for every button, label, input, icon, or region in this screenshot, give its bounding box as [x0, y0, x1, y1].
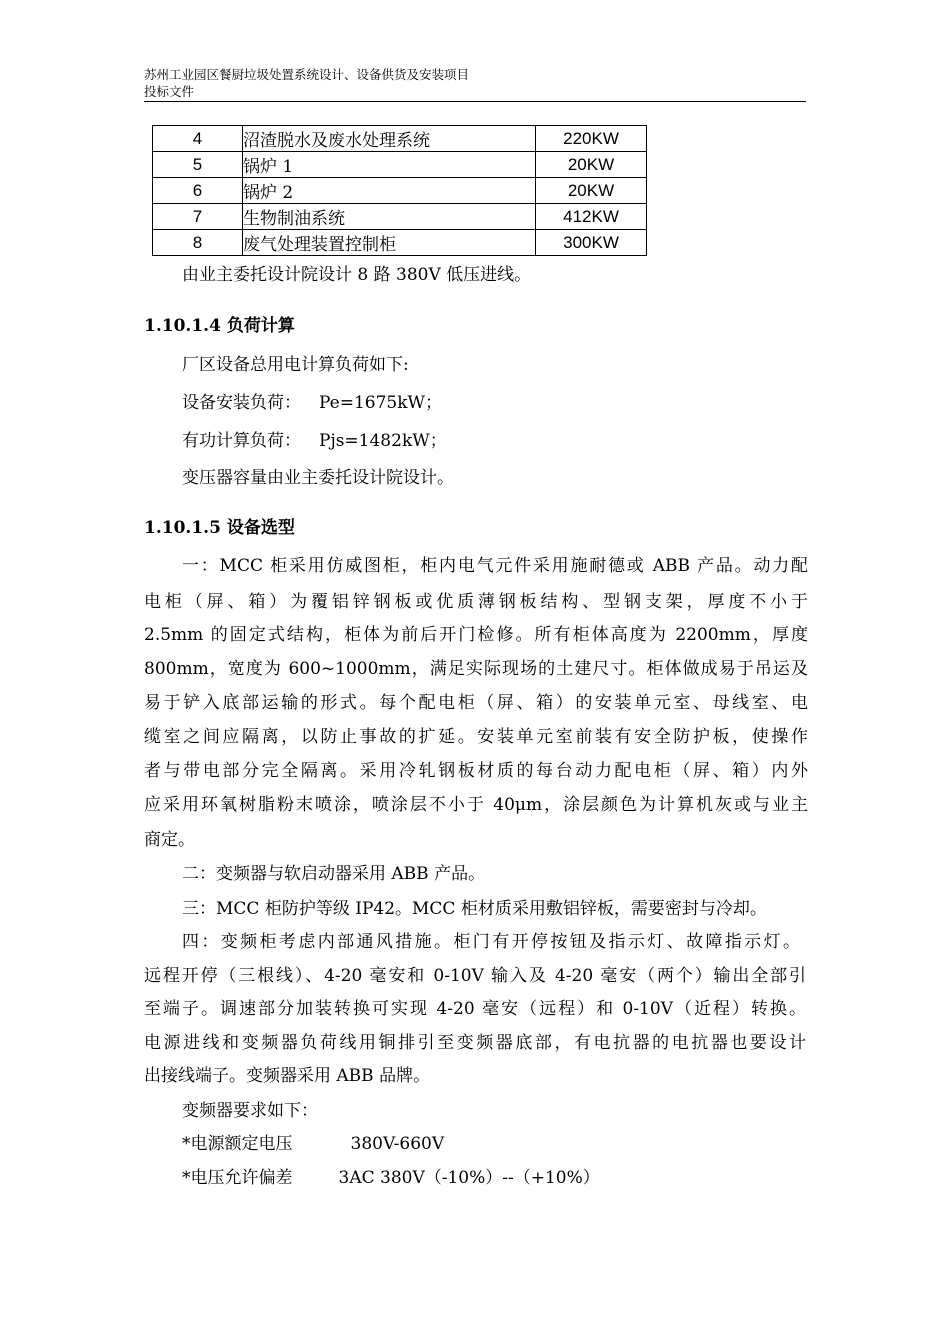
- spec-voltage-deviation: [182, 1168, 852, 1188]
- row-equipment-name: 锅炉 2: [243, 178, 536, 204]
- row-power: 412KW: [536, 204, 647, 230]
- para1-line: 800mm，宽度为 600~1000mm，满足实际现场的土建尺寸。柜体做成易于吊运及: [144, 659, 808, 679]
- header-project-title: 苏州工业园区餐厨垃圾处置系统设计、设备供货及安装项目: [144, 67, 470, 82]
- row-number: 4: [153, 126, 243, 152]
- row-number: 8: [153, 230, 243, 256]
- spec-voltage-deviation-label: *电压允许偏差: [182, 1168, 293, 1188]
- row-power: 20KW: [536, 152, 647, 178]
- row-number: 6: [153, 178, 243, 204]
- row-power: 220KW: [536, 126, 647, 152]
- header-divider: [144, 101, 806, 102]
- para4-line: 电源进线和变频器负荷线用铜排引至变频器底部，有电抗器的电抗器也要设计: [144, 1033, 806, 1053]
- para1-line: 电柜（屏、箱）为覆铝锌钢板或优质薄钢板结构、型钢支架，厚度不小于: [144, 592, 808, 612]
- spec-rated-voltage: [182, 1134, 852, 1154]
- active-load-label: 有功计算负荷：: [182, 431, 301, 451]
- active-load-line: [182, 431, 852, 451]
- install-load-line: [182, 393, 852, 413]
- table-row: [153, 152, 647, 178]
- para4-line: 四：变频柜考虑内部通风措施。柜门有开停按钮及指示灯、故障指示灯。: [182, 932, 800, 952]
- install-load-label: 设备安装负荷：: [182, 393, 301, 413]
- spec-rated-voltage-value: 380V-660V: [350, 1134, 445, 1154]
- para3: 三：MCC 柜防护等级 IP42。MCC 柜材质采用敷铝锌板，需要密封与冷却。: [182, 899, 767, 919]
- spec-rated-voltage-label: *电源额定电压: [182, 1134, 293, 1154]
- heading-load-calculation: 1.10.1.4 负荷计算: [144, 316, 295, 336]
- load-intro: 厂区设备总用电计算负荷如下:: [182, 355, 409, 375]
- para1-line: 缆室之间应隔离，以防止事故的扩延。安装单元室前装有安全防护板，使操作: [144, 727, 808, 747]
- load-table: [152, 125, 647, 256]
- para1-line: 2.5mm 的固定式结构，柜体为前后开门检修。所有柜体高度为 2200mm，厚度: [144, 625, 808, 645]
- para1-line: 一：MCC 柜采用仿威图柜，柜内电气元件采用施耐德或 ABB 产品。动力配: [182, 556, 808, 576]
- active-load-value: Pjs=1482kW；: [319, 431, 447, 451]
- spec-voltage-deviation-value: 3AC 380V（-10%）--（+10%）: [338, 1168, 600, 1188]
- row-equipment-name: 沼渣脱水及废水处理系统: [243, 126, 536, 152]
- transformer-note: 变压器容量由业主委托设计院设计。: [182, 468, 454, 488]
- header-doc-type: 投标文件: [144, 84, 195, 99]
- heading-equipment-selection: 1.10.1.5 设备选型: [144, 518, 295, 538]
- page-header: [144, 66, 806, 100]
- para4-line: 远程开停（三根线）、4-20 毫安和 0-10V 输入及 4-20 毫安（两个）输出全部引: [144, 966, 806, 986]
- row-equipment-name: 生物制油系统: [243, 204, 536, 230]
- para1-line: 应采用环氧树脂粉末喷涂，喷涂层不小于 40μm，涂层颜色为计算机灰或与业主: [144, 795, 808, 815]
- para4-line: 出接线端子。变频器采用 ABB 品牌。: [144, 1066, 431, 1086]
- table-row: [153, 178, 647, 204]
- para2: 二：变频器与软启动器采用 ABB 产品。: [182, 864, 486, 884]
- para4-line: 至端子。调速部分加装转换可实现 4-20 毫安（远程）和 0-10V（近程）转换。: [144, 999, 806, 1019]
- para1-line: 者与带电部分完全隔离。采用冷轧钢板材质的每台动力配电柜（屏、箱）内外: [144, 761, 808, 781]
- supply-note: 由业主委托设计院设计 8 路 380V 低压进线。: [182, 265, 532, 285]
- row-equipment-name: 废气处理装置控制柜: [243, 230, 536, 256]
- install-load-value: Pe=1675kW；: [319, 393, 443, 413]
- table-row: [153, 230, 647, 256]
- para1-line: 易于铲入底部运输的形式。每个配电柜（屏、箱）的安装单元室、母线室、电: [144, 693, 808, 713]
- table-row: [153, 126, 647, 152]
- row-number: 7: [153, 204, 243, 230]
- row-number: 5: [153, 152, 243, 178]
- para1-line: 商定。: [144, 830, 195, 850]
- row-equipment-name: 锅炉 1: [243, 152, 536, 178]
- row-power: 20KW: [536, 178, 647, 204]
- row-power: 300KW: [536, 230, 647, 256]
- vfd-requirements-intro: 变频器要求如下：: [182, 1101, 318, 1121]
- table-row: [153, 204, 647, 230]
